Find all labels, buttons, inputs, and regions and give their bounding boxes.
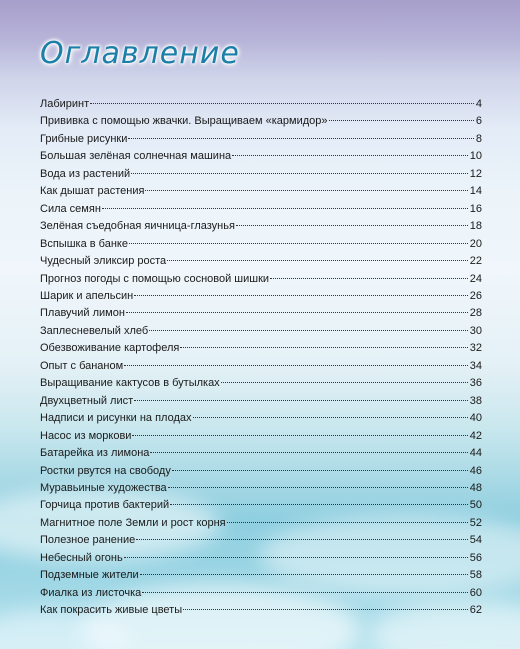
toc-entry-title: Сила семян xyxy=(40,202,101,215)
dot-leader xyxy=(128,138,474,139)
toc-entry xyxy=(40,569,482,586)
toc-entry-title: Как дышат растения xyxy=(40,185,145,198)
toc-entry-page: 24 xyxy=(469,272,482,285)
toc-entry-page: 14 xyxy=(469,185,482,198)
toc-entry-title: Фиалка из листочка xyxy=(40,586,142,599)
toc-entry xyxy=(40,325,482,342)
dot-leader xyxy=(270,278,468,279)
toc-entry-page: 4 xyxy=(475,98,482,110)
toc-entry-page: 40 xyxy=(469,412,482,425)
dot-leader xyxy=(232,155,468,156)
toc-entry-page: 32 xyxy=(469,342,482,355)
toc-entry-title: Ростки рвутся на свободу xyxy=(40,464,171,477)
dot-leader xyxy=(142,592,467,593)
toc-entry-title: Как покрасить живые цветы xyxy=(40,604,183,617)
toc-entry-title: Опыт с бананом xyxy=(40,359,124,372)
dot-leader xyxy=(124,557,468,558)
toc-entry-title: Лабиринт xyxy=(40,98,90,110)
toc-entry xyxy=(40,185,482,202)
toc-entry xyxy=(40,377,482,394)
toc-entry xyxy=(40,133,482,150)
toc-entry xyxy=(40,587,482,604)
toc-entry-page: 28 xyxy=(469,307,482,320)
toc-entry-title: Муравьиные художества xyxy=(40,481,167,494)
toc-entry-page: 22 xyxy=(469,255,482,268)
toc-entry xyxy=(40,465,482,482)
toc-entry-title: Шарик и апельсин xyxy=(40,289,134,302)
toc-entry xyxy=(40,342,482,359)
toc-entry-title: Насос из моркови xyxy=(40,429,132,442)
toc-entry xyxy=(40,203,482,220)
toc-entry-page: 48 xyxy=(469,481,482,494)
toc-entry-page: 52 xyxy=(469,516,482,529)
toc-entry xyxy=(40,517,482,534)
dot-leader xyxy=(136,539,467,540)
toc-entry xyxy=(40,447,482,464)
dot-leader xyxy=(134,295,468,296)
toc-entry-title: Прогноз погоды с помощью сосновой шишки xyxy=(40,272,270,285)
dot-leader xyxy=(129,243,468,244)
toc-entry-page: 46 xyxy=(469,464,482,477)
dot-leader xyxy=(140,574,468,575)
toc-entry-title: Выращивание кактусов в бутылках xyxy=(40,377,220,390)
toc-entry-page: 36 xyxy=(469,377,482,390)
toc-entry-page: 12 xyxy=(469,167,482,180)
toc-entry-page: 62 xyxy=(469,604,482,617)
dot-leader xyxy=(193,417,468,418)
toc-entry-title: Зелёная съедобная яичница-глазунья xyxy=(40,220,235,233)
dot-leader xyxy=(180,347,467,348)
dot-leader xyxy=(132,435,467,436)
dot-leader xyxy=(102,208,468,209)
dot-leader xyxy=(221,382,468,383)
toc-entry xyxy=(40,115,482,132)
dot-leader xyxy=(168,487,468,488)
toc-entry-title: Вода из растений xyxy=(40,167,131,180)
toc-entry xyxy=(40,238,482,255)
toc-entry-title: Небесный огонь xyxy=(40,551,123,564)
toc-entry xyxy=(40,534,482,551)
toc-entry-title: Большая зелёная солнечная машина xyxy=(40,150,232,163)
dot-leader xyxy=(167,260,468,261)
dot-leader xyxy=(172,470,468,471)
toc-entry xyxy=(40,220,482,237)
toc-entry-title: Грибные рисунки xyxy=(40,132,128,145)
dot-leader xyxy=(126,312,468,313)
toc-entry-page: 10 xyxy=(469,150,482,163)
dot-leader xyxy=(150,452,467,453)
dot-leader xyxy=(183,609,468,610)
dot-leader xyxy=(149,330,468,331)
toc-entry-title: Чудесный эликсир роста xyxy=(40,255,167,268)
dot-leader xyxy=(329,120,474,121)
toc-entry-title: Обезвоживание картофеля xyxy=(40,342,180,355)
dot-leader xyxy=(236,225,468,226)
toc-entry-title: Магнитное поле Земли и рост корня xyxy=(40,516,226,529)
toc-entry-page: 38 xyxy=(469,394,482,407)
dot-leader xyxy=(134,400,468,401)
toc-entry-title: Двухцветный лист xyxy=(40,394,134,407)
toc-entry-page: 44 xyxy=(469,447,482,460)
toc-entry xyxy=(40,360,482,377)
toc-entry-title: Прививка с помощью жвачки. Выращиваем «кармидор» xyxy=(40,115,328,128)
dot-leader xyxy=(227,522,468,523)
toc-entry xyxy=(40,395,482,412)
toc-entry-page: 18 xyxy=(469,220,482,233)
toc-entry-page: 42 xyxy=(469,429,482,442)
toc-entry xyxy=(40,412,482,429)
dot-leader xyxy=(145,190,467,191)
dot-leader xyxy=(90,103,474,104)
toc-entry-page: 56 xyxy=(469,551,482,564)
toc-entry-page: 58 xyxy=(469,569,482,582)
toc-entry-page: 16 xyxy=(469,202,482,215)
toc-entry xyxy=(40,307,482,324)
page-title: Оглавление xyxy=(40,36,240,71)
toc-entry-title: Плавучий лимон xyxy=(40,307,125,320)
toc-entry xyxy=(40,604,482,621)
toc-entry-title: Полезное ранение xyxy=(40,534,136,547)
toc-entry-page: 6 xyxy=(475,115,482,128)
toc-entry-page: 8 xyxy=(475,132,482,145)
dot-leader xyxy=(170,504,468,505)
toc-entry-page: 30 xyxy=(469,324,482,337)
toc-entry-title: Надписи и рисунки на плодах xyxy=(40,412,192,425)
toc-entry xyxy=(40,255,482,272)
toc-entry xyxy=(40,290,482,307)
toc-entry xyxy=(40,168,482,185)
toc-entry xyxy=(40,552,482,569)
table-of-contents xyxy=(40,98,482,622)
toc-entry-page: 26 xyxy=(469,289,482,302)
toc-entry xyxy=(40,499,482,516)
toc-entry-page: 54 xyxy=(469,534,482,547)
toc-entry xyxy=(40,430,482,447)
toc-entry-page: 34 xyxy=(469,359,482,372)
toc-entry-title: Заплесневелый хлеб xyxy=(40,324,149,337)
toc-entry-title: Вспышка в банке xyxy=(40,237,128,250)
toc-entry xyxy=(40,150,482,167)
toc-entry xyxy=(40,482,482,499)
dot-leader xyxy=(124,365,468,366)
toc-entry-page: 60 xyxy=(469,586,482,599)
toc-entry xyxy=(40,273,482,290)
toc-entry-title: Батарейка из лимона xyxy=(40,447,150,460)
toc-entry-title: Подземные жители xyxy=(40,569,139,582)
toc-entry-title: Горчица против бактерий xyxy=(40,499,170,512)
dot-leader xyxy=(131,173,468,174)
toc-entry-page: 20 xyxy=(469,237,482,250)
toc-entry-page: 50 xyxy=(469,499,482,512)
toc-entry xyxy=(40,98,482,115)
